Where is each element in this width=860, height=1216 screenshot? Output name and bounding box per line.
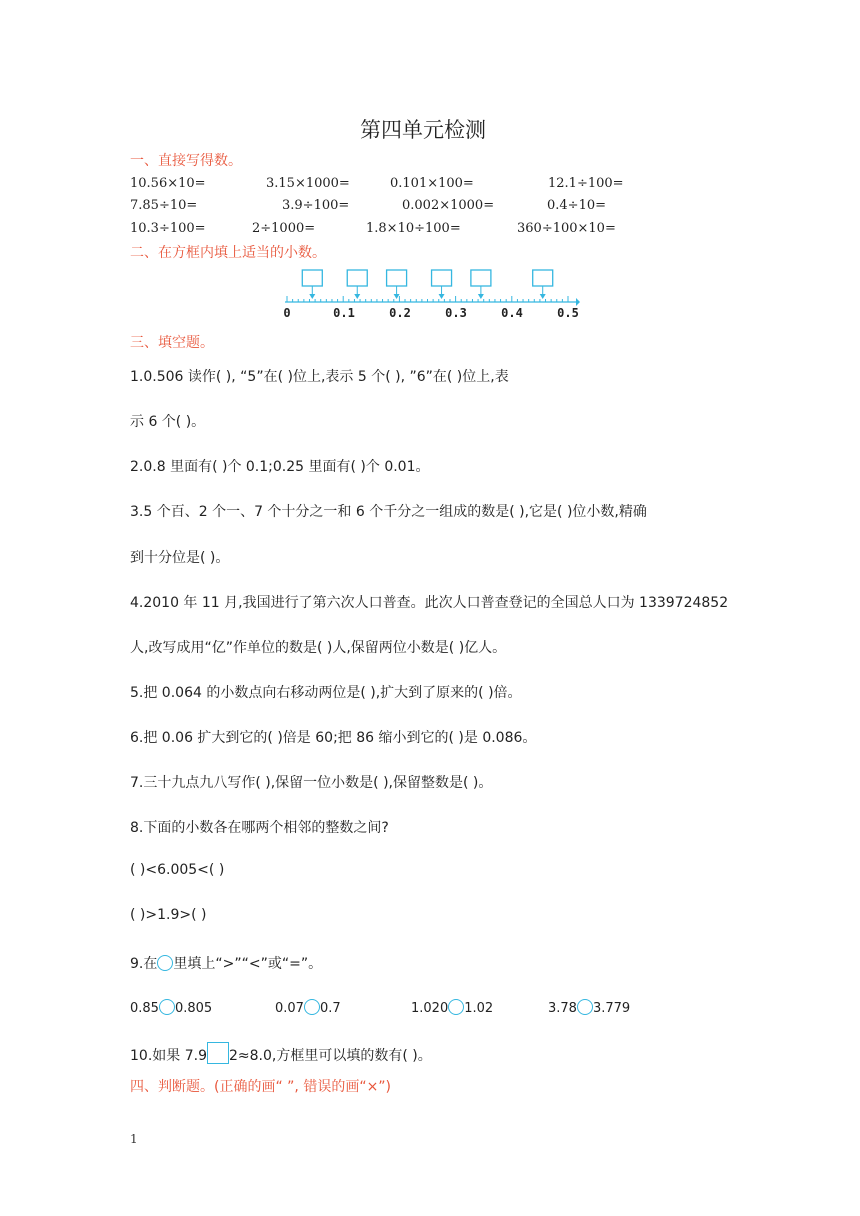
- answer-box-icon[interactable]: [432, 270, 452, 299]
- question-4-line1: 4.2010 年 11 月,我国进行了第六次人口普查。此次人口普查登记的全国总人口为 1339724852: [130, 595, 729, 611]
- section3-heading: 三、填空题。: [130, 335, 214, 351]
- answer-box-icon[interactable]: [347, 270, 367, 299]
- compare-item: [411, 999, 493, 1016]
- answer-box-icon[interactable]: [533, 270, 553, 299]
- answer-box-icon[interactable]: [471, 270, 491, 299]
- compare-left: 3.78: [548, 1001, 577, 1016]
- number-line-label: 0.2: [389, 306, 411, 320]
- calc-item: 0.002×1000=: [402, 198, 495, 213]
- number-line-label: 0.1: [333, 306, 355, 320]
- number-line-label: 0.5: [557, 306, 579, 320]
- answer-box-icon[interactable]: [207, 1042, 229, 1064]
- compare-circle-icon[interactable]: [304, 999, 320, 1015]
- question-10: [130, 1042, 432, 1065]
- compare-circle-icon[interactable]: [159, 999, 175, 1015]
- compare-item: [548, 999, 630, 1016]
- compare-circle-icon[interactable]: [448, 999, 464, 1015]
- calc-item: 12.1÷100=: [548, 176, 624, 191]
- calc-item: 3.15×1000=: [266, 176, 350, 191]
- section4-heading: 四、判断题。(正确的画“ ”, 错误的画“×”): [130, 1079, 392, 1095]
- question-1-line2: 示 6 个( )。: [130, 414, 206, 430]
- calc-item: 360÷100×10=: [517, 221, 616, 236]
- compare-right: 0.7: [319, 1001, 341, 1016]
- calc-item: 10.56×10=: [130, 176, 206, 191]
- calc-item: 3.9÷100=: [282, 198, 350, 213]
- compare-left: 1.020: [411, 1001, 449, 1016]
- number-line-label: 0.3: [445, 306, 467, 320]
- question-3-line2: 到十分位是( )。: [130, 550, 230, 566]
- question-10-post: 2≈8.0,方框里可以填的数有( )。: [228, 1048, 432, 1064]
- question-3-line1: 3.5 个百、2 个一、7 个十分之一和 6 个千分之一组成的数是( ),它是( )位小数,精确: [130, 504, 647, 520]
- compare-right: 0.805: [174, 1001, 213, 1016]
- answer-box-icon[interactable]: [387, 270, 407, 299]
- calc-item: 0.4÷10=: [547, 198, 607, 213]
- calc-item: 10.3÷100=: [130, 221, 206, 236]
- section1-heading: 一、直接写得数。: [130, 153, 242, 169]
- page-title: 第四单元检测: [360, 118, 486, 142]
- question-4-line2: 人,改写成用“亿”作单位的数是( )人,保留两位小数是( )亿人。: [130, 640, 507, 656]
- compare-right: 1.02: [464, 1001, 494, 1016]
- compare-circle-icon[interactable]: [157, 955, 173, 971]
- question-8: 8.下面的小数各在哪两个相邻的整数之间?: [130, 820, 389, 836]
- number-line-graphic: [280, 268, 580, 308]
- calc-item: 2÷1000=: [252, 221, 316, 236]
- number-line: [280, 268, 580, 320]
- question-6: 6.把 0.06 扩大到它的( )倍是 60;把 86 缩小到它的( )是 0.086。: [130, 730, 537, 746]
- question-8-a: ( )<6.005<( ): [130, 862, 225, 878]
- compare-left: 0.07: [275, 1001, 304, 1016]
- compare-left: 0.85: [130, 1001, 159, 1016]
- question-9-post: 里填上“>”“<”或“=”。: [173, 956, 323, 972]
- question-8-b: ( )>1.9>( ): [130, 907, 207, 923]
- number-line-label: 0.4: [501, 306, 523, 320]
- question-9: [130, 953, 322, 973]
- compare-right: 3.779: [592, 1001, 631, 1016]
- page-number: 1: [130, 1132, 138, 1146]
- answer-box-icon[interactable]: [302, 270, 322, 299]
- calc-item: 7.85÷10=: [130, 198, 198, 213]
- question-2: 2.0.8 里面有( )个 0.1;0.25 里面有( )个 0.01。: [130, 459, 430, 475]
- section2-heading: 二、在方框内填上适当的小数。: [130, 245, 326, 261]
- calc-item: 1.8×10÷100=: [366, 221, 461, 236]
- question-9-pre: 9.在: [130, 956, 158, 972]
- number-line-label: 0: [283, 306, 291, 320]
- question-5: 5.把 0.064 的小数点向右移动两位是( ),扩大到了原来的( )倍。: [130, 685, 522, 701]
- compare-circle-icon[interactable]: [577, 999, 593, 1015]
- compare-item: [275, 999, 341, 1016]
- question-10-pre: 10.如果 7.9: [130, 1048, 207, 1064]
- question-7: 7.三十九点九八写作( ),保留一位小数是( ),保留整数是( )。: [130, 775, 493, 791]
- question-1-line1: 1.0.506 读作( ), “5”在( )位上,表示 5 个( ), ”6”在( )位上,表: [130, 369, 509, 385]
- calc-item: 0.101×100=: [390, 176, 474, 191]
- compare-item: [130, 999, 212, 1016]
